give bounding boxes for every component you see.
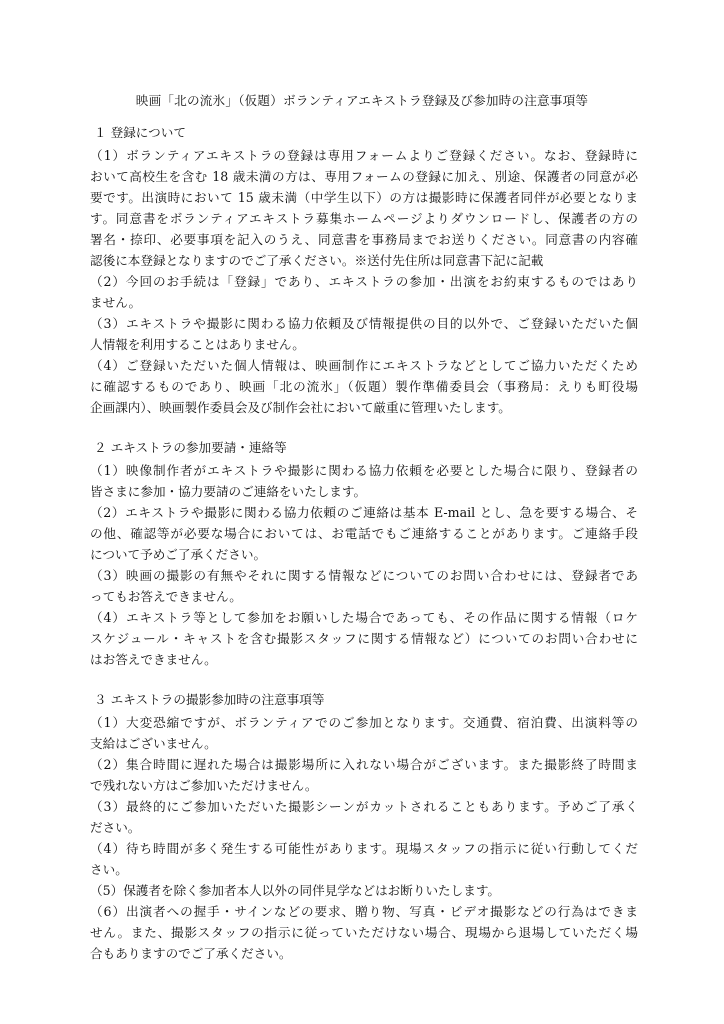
paragraph-line: （1）ボランティアエキストラの登録は専用フォームよりご登録ください。なお、登録時に xyxy=(90,148,638,163)
paragraph-line: ださい。 xyxy=(90,820,141,835)
paragraph-line: （5）保護者を除く参加者本人以外の同伴見学などはお断りいたします。 xyxy=(90,883,501,898)
section-2 xyxy=(90,439,638,670)
paragraph-line: （4）ご登録いただいた個人情報は、映画制作にエキストラなどとしてご協力いただくため xyxy=(90,358,638,373)
list-item xyxy=(90,712,638,754)
paragraph-line: に確認するものであり、映画「北の流氷」（仮題）製作準備委員会（事務局：えりも町役場 xyxy=(90,379,638,394)
paragraph-line: 支給はございません。 xyxy=(90,736,217,751)
paragraph-line: について予めご了承ください。 xyxy=(90,547,267,562)
paragraph-line: す。同意書をボランティアエキストラ募集ホームページよりダウンロードし、保護者の方の xyxy=(90,211,638,226)
section-heading: １ 登録について xyxy=(94,125,186,140)
paragraph-line: 企画課内）、映画製作委員会及び制作会社において厳重に管理いたします。 xyxy=(90,400,511,415)
paragraph-line: （3）映画の撮影の有無やそれに関する情報などについてのお問い合わせには、登録者であ xyxy=(90,568,638,583)
list-item xyxy=(90,271,638,313)
list-item xyxy=(90,355,638,418)
paragraph-line: 署名・捺印、必要事項を記入のうえ、同意書を事務局までお送りください。同意書の内容確 xyxy=(90,232,638,247)
list-item xyxy=(90,901,638,964)
paragraph-line: （1）大変恐縮ですが、ボランティアでのご参加となります。交通費、宿泊費、出演料等の xyxy=(90,715,638,730)
paragraph-line: 皆さまに参加・協力要請のご連絡をいたします。 xyxy=(90,484,367,499)
paragraph-line: の他、確認等が必要な場合においては、お電話でもご連絡することがあります。ご連絡手段 xyxy=(90,526,638,541)
paragraph-line: （4）待ち時間が多く発生する可能性があります。現場スタッフの指示に従い行動してくだ xyxy=(90,841,638,856)
paragraph-line: （3）エキストラや撮影に関わる協力依頼及び情報提供の目的以外で、ご登録いただいた個 xyxy=(90,316,638,331)
paragraph-line: せん。また、撮影スタッフの指示に従っていただけない場合、現場から退場していただく場 xyxy=(90,925,638,940)
list-item xyxy=(90,796,638,838)
document-body xyxy=(90,124,638,964)
paragraph-line: はお答えできません。 xyxy=(90,652,217,667)
paragraph-line: 合もありますのでご了承ください。 xyxy=(90,946,292,961)
list-item xyxy=(90,313,638,355)
list-item xyxy=(90,838,638,880)
paragraph-line: 認後に本登録となりますのでご了承ください。※送付先住所は同意書下記に記載 xyxy=(90,253,544,268)
paragraph-line: （2）エキストラや撮影に関わる協力依頼のご連絡は基本 E-mail とし、急を要する場合、そ xyxy=(90,505,638,520)
paragraph-line: ません。 xyxy=(90,295,142,310)
section-3 xyxy=(90,691,638,964)
paragraph-line: （6）出演者への握手・サインなどの要求、贈り物、写真・ビデオ撮影などの行為はできま xyxy=(90,904,638,919)
list-item xyxy=(90,880,638,901)
list-item xyxy=(90,565,638,607)
paragraph-line: おいて高校生を含む 18 歳未満の方は、専用フォームの登録に加え、別途、保護者の同意が必 xyxy=(90,169,638,184)
list-item xyxy=(90,460,638,502)
paragraph-line: スケジュール・キャストを含む撮影スタッフに関する情報など）についてのお問い合わせに xyxy=(90,631,638,646)
paragraph-line: （4）エキストラ等として参加をお願いした場合であっても、その作品に関する情報（ロケ xyxy=(90,610,638,625)
document-title: 映画「北の流氷」（仮題）ボランティアエキストラ登録及び参加時の注意事項等 xyxy=(135,93,589,108)
section-heading: ３ エキストラの撮影参加時の注意事項等 xyxy=(94,692,325,707)
paragraph-line: （2）集合時間に遅れた場合は撮影場所に入れない場合がございます。また撮影終了時間ま xyxy=(90,757,638,772)
section-1 xyxy=(90,124,638,418)
paragraph-line: （2）今回のお手続は「登録」であり、エキストラの参加・出演をお約束するものではあり xyxy=(90,274,638,289)
list-item xyxy=(90,145,638,271)
list-item xyxy=(90,607,638,670)
list-item xyxy=(90,754,638,796)
paragraph-line: （1）映像制作者がエキストラや撮影に関わる協力依頼を必要とした場合に限り、登録者の xyxy=(90,463,638,478)
paragraph-line: （3）最終的にご参加いただいた撮影シーンがカットされることもあります。予めご了承く xyxy=(90,799,638,814)
paragraph-line: ってもお答えできません。 xyxy=(90,589,242,604)
section-heading: ２ エキストラの参加要請・連絡等 xyxy=(94,440,287,455)
paragraph-line: で残れない方はご参加いただけません。 xyxy=(90,778,318,793)
paragraph-line: 人情報を利用することはありません。 xyxy=(90,337,305,352)
paragraph-line: さい。 xyxy=(90,862,128,877)
list-item xyxy=(90,502,638,565)
paragraph-line: 要です。出演時において 15 歳未満（中学生以下）の方は撮影時に保護者同伴が必要となりま xyxy=(90,190,638,205)
